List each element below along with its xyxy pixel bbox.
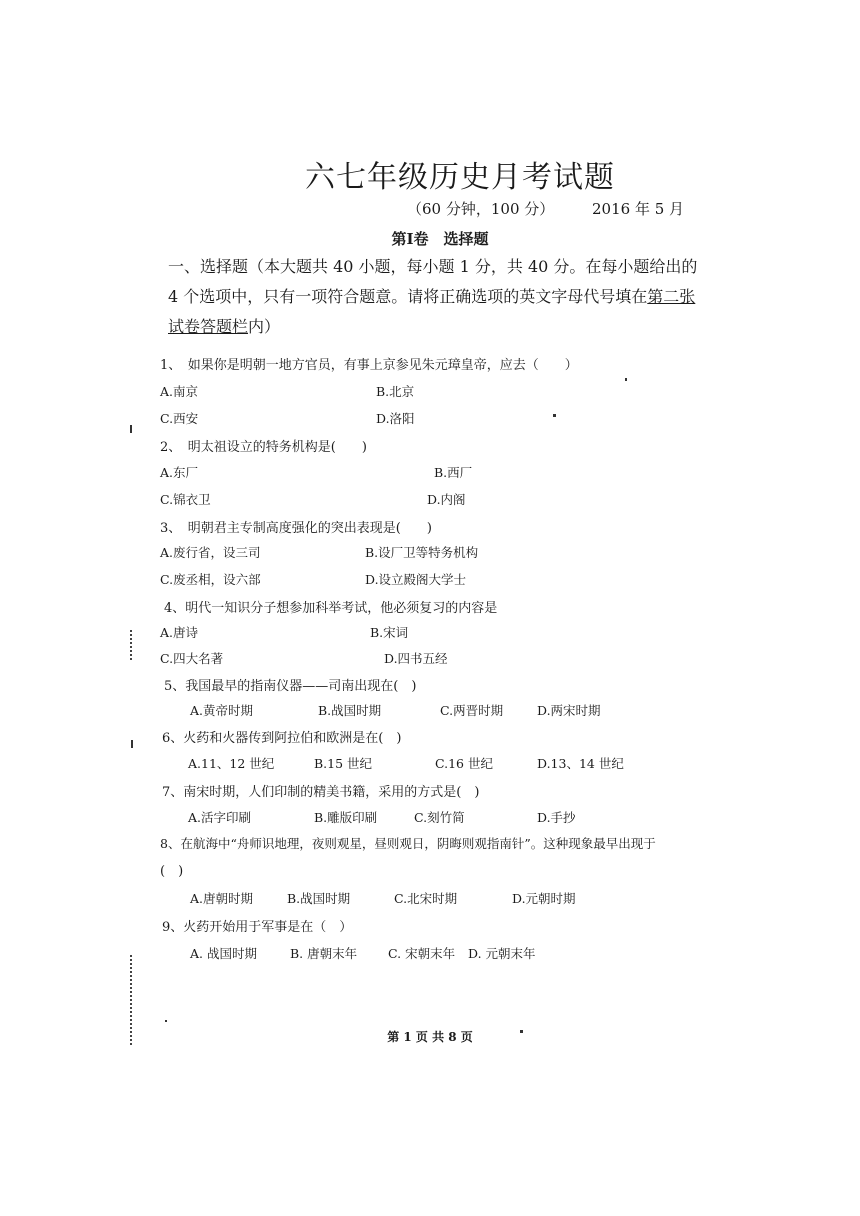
question-7-option-b: B.雕版印刷 (314, 810, 378, 825)
exam-date: 2016 年 5 月 (592, 200, 685, 218)
question-2-option-d: D.内阁 (427, 492, 466, 507)
page-title: 六七年级历史月考试题 (305, 160, 615, 195)
question-8-stem-continued: ( ) (160, 864, 184, 879)
scan-speck (520, 1030, 523, 1033)
question-7-option-d: D.手抄 (537, 810, 576, 825)
question-6-stem: 6、火药和火器传到阿拉伯和欧洲是在( ) (162, 731, 402, 746)
binding-dots (130, 630, 135, 660)
instructions-end: 内） (248, 317, 281, 336)
question-2-option-a: A.东厂 (160, 465, 199, 480)
binding-dots (130, 955, 135, 1045)
question-7-stem: 7、南宋时期，人们印制的精美书籍，采用的方式是( ) (162, 785, 480, 800)
question-9-option-b: B. 唐朝末年 (290, 946, 358, 961)
scan-speck (625, 378, 627, 381)
question-2-option-c: C.锦衣卫 (160, 492, 211, 507)
question-6-option-d: D.13、14 世纪 (537, 756, 624, 771)
page-number: 第 1 页 共 8 页 (387, 1030, 473, 1044)
question-3-option-d: D.设立殿阁大学士 (365, 572, 467, 587)
section-instructions (168, 252, 708, 342)
instructions-underlined: 第二张试卷答题栏 (168, 287, 696, 336)
question-8-option-b: B.战国时期 (287, 891, 351, 906)
question-3-stem: 3、 明朝君主专制高度强化的突出表现是( ) (160, 521, 432, 536)
question-4-stem: 4、明代一知识分子想参加科举考试，他必须复习的内容是 (164, 601, 498, 616)
question-6-option-b: B.15 世纪 (314, 756, 373, 771)
scan-speck (130, 425, 132, 433)
question-9-stem: 9、火药开始用于军事是在（ ） (162, 920, 353, 935)
question-5-option-d: D.两宋时期 (537, 703, 601, 718)
question-8-stem: 8、在航海中“舟师识地理，夜则观星，昼则观日，阴晦则观指南针”。这种现象最早出现于 (160, 836, 656, 851)
question-1-option-b: B.北京 (376, 384, 415, 399)
question-8-option-d: D.元朝时期 (512, 891, 576, 906)
question-9-option-d: D. 元朝末年 (468, 946, 536, 961)
question-1-option-c: C.西安 (160, 411, 199, 426)
question-3-option-a: A.废行省，设三司 (160, 545, 261, 560)
section-heading: 第Ⅰ卷 选择题 (391, 230, 489, 248)
instructions-text: 一、选择题（本大题共 40 小题，每小题 1 分，共 40 分。在每小题给出的 4 个选项中，只有一项符合题意。请将正确选项的英文字母代号填在 (168, 257, 698, 306)
question-8-option-a: A.唐朝时期 (190, 891, 254, 906)
question-8-option-c: C.北宋时期 (394, 891, 458, 906)
question-5-option-b: B.战国时期 (318, 703, 382, 718)
scan-speck (553, 414, 556, 417)
question-7-option-c: C.刻竹简 (414, 810, 465, 825)
question-5-option-c: C.两晋时期 (440, 703, 504, 718)
question-1-option-d: D.洛阳 (376, 411, 415, 426)
exam-duration: （60 分钟，100 分） (407, 200, 555, 218)
question-9-option-a: A. 战国时期 (190, 946, 257, 961)
question-6-option-a: A.11、12 世纪 (188, 756, 275, 771)
question-2-option-b: B.西厂 (434, 465, 473, 480)
question-3-option-c: C.废丞相，设六部 (160, 572, 261, 587)
question-4-option-a: A.唐诗 (160, 625, 199, 640)
question-9-option-c: C. 宋朝末年 (388, 946, 456, 961)
question-7-option-a: A.活字印刷 (188, 810, 252, 825)
question-4-option-d: D.四书五经 (384, 651, 448, 666)
question-4-option-b: B.宋词 (370, 625, 409, 640)
question-4-option-c: C.四大名著 (160, 651, 224, 666)
question-1-option-a: A.南京 (160, 384, 199, 399)
scan-speck (131, 740, 133, 748)
question-1-stem: 1、 如果你是明朝一地方官员，有事上京参见朱元璋皇帝，应去（ ） (160, 358, 578, 373)
question-2-stem: 2、 明太祖设立的特务机构是( ) (160, 440, 367, 455)
question-3-option-b: B.设厂卫等特务机构 (365, 545, 479, 560)
scan-speck (165, 1020, 167, 1022)
question-5-option-a: A.黄帝时期 (190, 703, 254, 718)
question-5-stem: 5、我国最早的指南仪器——司南出现在( ) (164, 679, 417, 694)
question-6-option-c: C.16 世纪 (435, 756, 493, 771)
